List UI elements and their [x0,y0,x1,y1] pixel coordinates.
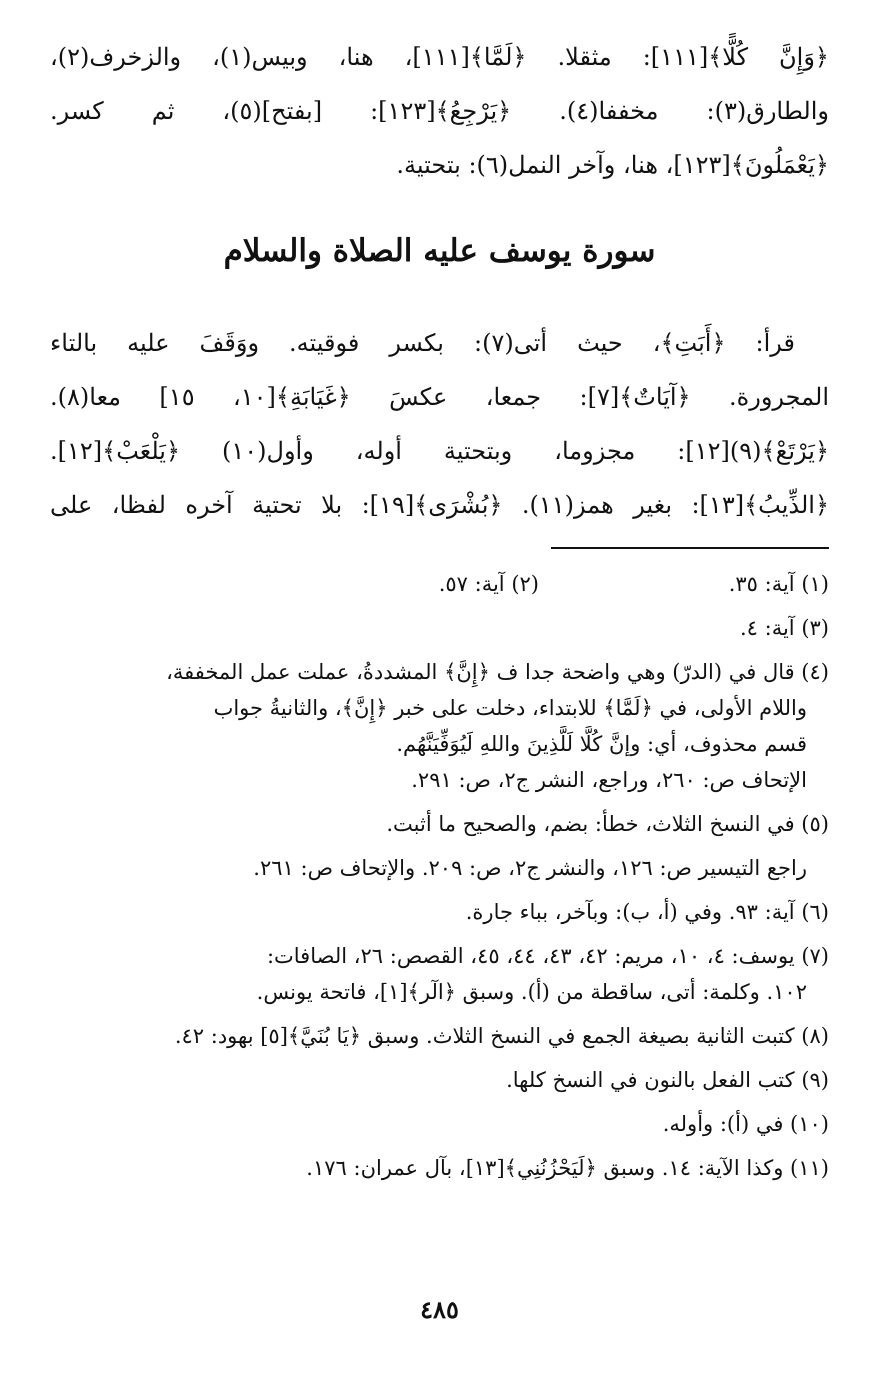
body-line: ﴿وَإِنَّ كُلًّا﴾[١١١]: مثقلا. ﴿لَمَّا﴾[١١١]، هنا، وبيس(١)، والزخرف(٢)، [50,43,829,71]
footnote-5: (٥) في النسخ الثلاث، خطأ: بضم، والصحيح ما أثبت. [386,812,829,836]
footnote-7-cont: ١٠٢. وكلمة: أتى، ساقطة من (أ). وسبق ﴿الٓر﴾[١]، فاتحة يونس. [256,980,807,1004]
footnote-8: (٨) كتبت الثانية بصيغة الجمع في النسخ الثلاث. وسبق ﴿يَا بُنَيَّ﴾[٥] بهود: ٤٢. [174,1024,829,1048]
footnote-4-cont: قسم محذوف، أي: وإنَّ كُلًّا لَلَّذِينَ واللهِ لَيُوَفِّيَنَّهُم. [396,732,807,756]
body-text-top [50,30,829,192]
footnotes [50,566,829,1186]
body-line: قرأ: ﴿أَبَتِ﴾، حيث أتى(٧): بكسر فوقيته. ووَقَفَ عليه بالتاء [50,329,795,357]
footnote-11: (١١) وكذا الآية: ١٤. وسبق ﴿لَيَحْزُنُنِي﴾[١٣]، بآل عمران: ١٧٦. [306,1156,829,1180]
body-line: ﴿يَعْمَلُونَ﴾[١٢٣]، هنا، وآخر النمل(٦): بتحتية. [396,151,829,179]
footnote-6: (٦) آية: ٩٣. وفي (أ، ب): وبآخر، بباء جارة. [465,900,829,924]
footnote-4-ref: الإتحاف ص: ٢٦٠، وراجع، النشر ج٢، ص: ٢٩١. [411,768,807,792]
footnote-1: (١) آية: ٣٥. [728,572,829,596]
footnote-5-ref: راجع التيسير ص: ١٢٦، والنشر ج٢، ص: ٢٠٩. والإتحاف ص: ٢٦١. [253,856,807,880]
body-line: ﴿الذِّيبُ﴾[١٣]: بغير همز(١١). ﴿بُشْرَى﴾[١٩]: بلا تحتية آخره لفظا، على [50,491,829,519]
footnote-pair [50,566,829,602]
body-line: المجرورة. ﴿آيَاتٌ﴾[٧]: جمعا، عكسَ ﴿غَيَابَةِ﴾[١٠، ١٥] معا(٨). [50,383,829,411]
page-number: ٤٨٥ [420,1295,459,1324]
body-line: والطارق(٣): مخففا(٤). ﴿يَرْجِعُ﴾[١٢٣]: [بفتح](٥)، ثم كسر. [50,97,829,125]
body-text-main [50,316,829,532]
body-line: ﴿يَرْتَعْ﴾(٩)[١٢]: مجزوما، وبتحتية أوله، وأول(١٠) ﴿يَلْعَبْ﴾[١٢]. [50,437,829,465]
footnote-separator [551,547,829,549]
footnote-4-cont: واللام الأولى، في ﴿لَمَّا﴾ للابتداء، دخلت على خبر ﴿إِنَّ﴾، والثانيةُ جواب [213,696,807,720]
footnote-9: (٩) كتب الفعل بالنون في النسخ كلها. [506,1068,829,1092]
footnote-4: (٤) قال في (الدرّ) وهي واضحة جدا ف ﴿إِنَّ﴾ المشددةُ، عملت عمل المخففة، [166,660,829,684]
footnote-2: (٢) آية: ٥٧. [438,572,539,596]
footnote-3: (٣) آية: ٤. [739,616,829,640]
footnote-10: (١٠) في (أ): وأوله. [662,1112,829,1136]
surah-heading: سورة يوسف عليه الصلاة والسلام [223,233,656,269]
footnote-7: (٧) يوسف: ٤، ١٠، مريم: ٤٢، ٤٣، ٤٤، ٤٥، القصص: ٢٦، الصافات: [266,944,829,968]
